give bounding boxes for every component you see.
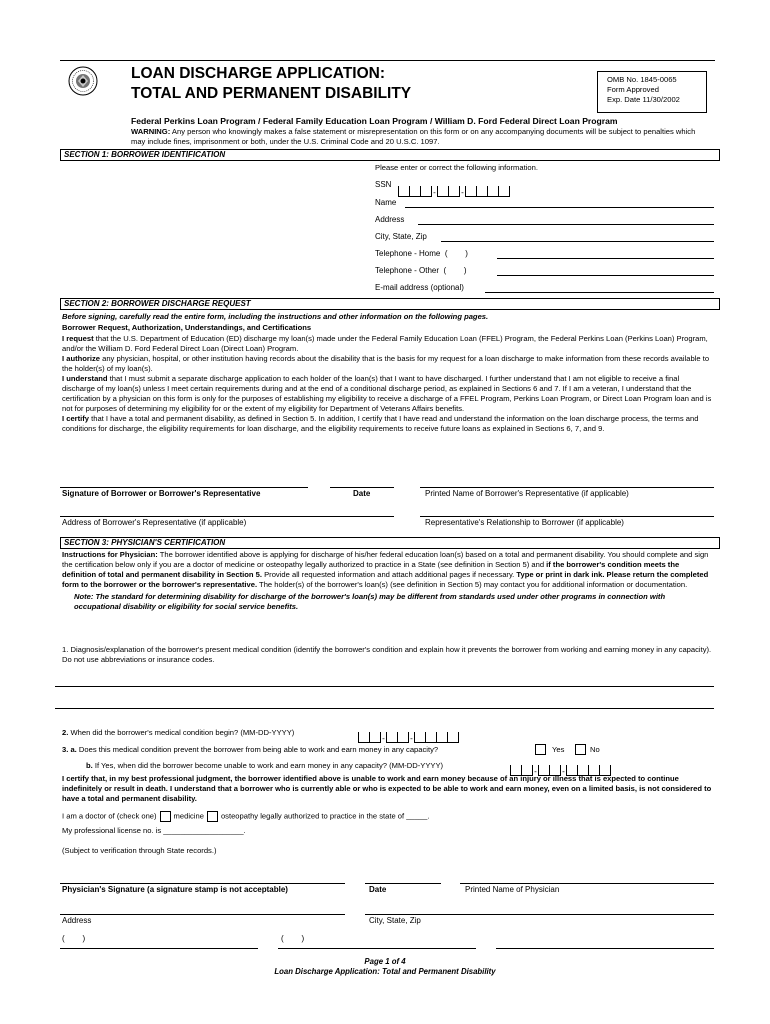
ssn-field[interactable]: - - <box>398 179 510 190</box>
section2-intro: Before signing, carefully read the entire form, including the instructions and other information on the following pages. <box>62 312 489 321</box>
yes-checkbox[interactable] <box>535 744 546 755</box>
physician-address-label: Address <box>62 916 92 925</box>
physician-instructions-lead: Instructions for Physician: <box>62 550 158 559</box>
physician-note: Note: The standard for determining disability for discharge of the borrower's loan(s) may be different from standards used under other programs in connection with occupational disability or eligibility for social service benefits. <box>74 592 666 611</box>
understand-paragraph <box>62 374 714 414</box>
section2-subtitle: Borrower Request, Authorization, Understandings, and Certifications <box>62 323 312 332</box>
physician-signature-line[interactable] <box>60 883 345 884</box>
q3b-number: b. <box>86 761 93 770</box>
omb-number: OMB No. 1845-0065 <box>607 75 677 84</box>
form-title-line2: TOTAL AND PERMANENT DISABILITY <box>131 85 412 102</box>
physician-date-line[interactable] <box>365 883 441 884</box>
physician-printed-name-label: Printed Name of Physician <box>465 885 560 894</box>
physician-printed-name-line[interactable] <box>460 883 714 884</box>
phone2-label: ( ) <box>281 934 305 943</box>
certify-paragraph <box>62 414 714 434</box>
medicine-checkbox[interactable] <box>160 811 171 822</box>
tel-other-input[interactable] <box>497 275 714 276</box>
email-label: E-mail address (optional) <box>375 283 464 292</box>
rep-relationship-label: Representative's Relationship to Borrower (if applicable) <box>425 518 624 527</box>
section1-header: SECTION 1: BORROWER IDENTIFICATION <box>60 149 720 161</box>
address-input[interactable] <box>418 224 714 225</box>
authorize-paragraph <box>62 354 714 374</box>
borrower-date-label: Date <box>353 489 371 498</box>
department-seal-icon <box>68 66 98 96</box>
phone1-line[interactable] <box>60 948 258 949</box>
borrower-signature-label: Signature of Borrower or Borrower's Representative <box>62 489 261 498</box>
q2-body: When did the borrower's medical condition begin? (MM-DD-YYYY) <box>68 728 295 737</box>
warning-text <box>131 127 706 146</box>
q1-body: Diagnosis/explanation of the borrower's present medical condition (identify the borrower's condition and explain how it prevents the borrower from working and earning money in any capacity). Do not use abbreviations or insurance codes. <box>62 645 712 665</box>
doctor-of-label: I am a doctor of (check one) <box>62 811 157 821</box>
ssn-label: SSN <box>375 180 392 189</box>
rep-printed-name-line[interactable] <box>420 487 714 488</box>
section1-instruction: Please enter or correct the following information. <box>375 163 538 172</box>
page-number: Page 1 of 4 <box>364 957 406 966</box>
omb-box <box>597 71 707 113</box>
top-rule <box>60 60 715 61</box>
doctor-of-row <box>62 811 429 822</box>
physician-instructions-text3: The holder(s) of the borrower's loan(s) (see definition in Section 5) may contact you for additional information or documentation. <box>257 580 688 589</box>
warning-body: Any person who knowingly makes a false statement or misrepresentation on this form or on any accompanying documents will be subject to penalties which may include fines, imprisonment or both, under the U.S. Criminal Code and 20 U.S.C. 1097. <box>131 127 696 146</box>
unable-date-field[interactable]: - - <box>510 758 611 769</box>
certify-text: that I have a total and permanent disability, as defined in Section 5. In addition, I certify that I have read and understand the information on the loan discharge process, the terms and conditions for discharge, the eligibility requirements for loan discharge, and the eligibility requirements to receive future loans as explained in Sections 6, 7, and 9. <box>62 414 699 433</box>
license-line[interactable]: My professional license no. is ___________________. <box>62 826 246 835</box>
understand-text: that I must submit a separate discharge application to each holder of the loan(s) that I want to have discharged. I further understand that I am not eligible to receive a final discharge of my loan(s) unless I meet certain requirements during and at the end of a conditional discharge period, as explained in Sections 6 and 7. If I am a veteran, I understand that the certification by a physician on this form is only for the purposes of establishing my eligibility to receive a discharge of a FFEL Program, Perkins Loan Program, or Direct Loan Program loan and is not for purposes of determining my eligibility for or the extent of my eligibility for Department of Veterans Affairs benefits. <box>62 374 712 413</box>
q2-number: 2. <box>62 728 69 737</box>
city-label: City, State, Zip <box>375 232 427 241</box>
physician-date-label: Date <box>369 885 387 894</box>
physician-city-label: City, State, Zip <box>369 916 421 925</box>
physician-certify: I certify that, in my best professional judgment, the borrower identified above is unable to work and earn money because of an injury or illness that is expected to continue indefinitely or result in death. I understand that a borrower who is currently able or who is expected to be able to work and earn money, even on a limited basis, is not considered to have a total and permanent disability. <box>62 774 712 803</box>
physician-instructions-bold2: Type or print in dark ink. Please return the completed form to the borrower or the borrower's representative. <box>62 570 709 589</box>
tel-other-label: Telephone - Other ( ) <box>375 266 467 275</box>
form-approved: Form Approved <box>607 85 659 94</box>
osteopathy-checkbox[interactable] <box>207 811 218 822</box>
physician-instructions-text1: The borrower identified above is applying for discharge of his/her federal education loan(s) based on a total and permanent disability. You should complete and sign the certification below only if you are a doctor of medicine or osteopathy legally authorized to practice in a State (see definition in Section 5) and <box>62 550 709 569</box>
warning-label: WARNING: <box>131 127 171 136</box>
no-label: No <box>590 745 600 754</box>
onset-date-field[interactable]: - - <box>358 725 459 736</box>
address-label: Address <box>375 215 405 224</box>
exp-date: Exp. Date 11/30/2002 <box>607 95 680 104</box>
name-input[interactable] <box>405 207 714 208</box>
yes-label: Yes <box>552 745 565 754</box>
diagnosis-line-1[interactable] <box>55 686 714 687</box>
q1-text <box>62 645 712 665</box>
request-lead: I request <box>62 334 94 343</box>
q2-text <box>62 728 294 738</box>
request-text: that the U.S. Department of Education (ED) discharge my loan(s) made under the Federal Family Education Loan (FFEL) Program, the Federal Perkins Loan (Perkins Loan) Program, and/or the William D. Ford Federal Direct Loan (Direct Loan) Program. <box>62 334 708 353</box>
physician-signature-label: Physician's Signature (a signature stamp is not acceptable) <box>62 885 288 894</box>
q3a-number: 3. a. <box>62 745 77 754</box>
borrower-date-line[interactable] <box>330 487 394 488</box>
medicine-label: medicine <box>173 811 204 821</box>
q3a-text <box>62 745 438 755</box>
q1-number: 1. <box>62 645 69 654</box>
verification-note: (Subject to verification through State records.) <box>62 846 217 855</box>
rep-relationship-line[interactable] <box>420 516 714 517</box>
rep-printed-name-label: Printed Name of Borrower's Representative (if applicable) <box>425 489 629 498</box>
q3b-body: If Yes, when did the borrower become unable to work and earn money in any capacity? (MM-DD-YYYY) <box>92 761 444 770</box>
osteopathy-label: osteopathy legally authorized to practice in the state of _____. <box>220 811 430 821</box>
section2-header: SECTION 2: BORROWER DISCHARGE REQUEST <box>60 298 720 310</box>
tel-home-input[interactable] <box>497 258 714 259</box>
form-title-line1: LOAN DISCHARGE APPLICATION: <box>131 65 386 82</box>
borrower-signature-line[interactable] <box>60 487 308 488</box>
city-input[interactable] <box>441 241 714 242</box>
rep-address-label: Address of Borrower's Representative (if applicable) <box>62 518 247 527</box>
tel-home-label: Telephone - Home ( ) <box>375 249 468 258</box>
physician-instructions-bold1: if the borrower's condition meets the definition of total and permanent disability in Section 5. <box>62 560 680 579</box>
section3-header: SECTION 3: PHYSICIAN'S CERTIFICATION <box>60 537 720 549</box>
physician-instructions <box>62 550 714 590</box>
q3a-body: Does this medical condition prevent the borrower from being able to work and earn money in any capacity? <box>76 745 439 754</box>
q3b-text <box>86 761 443 771</box>
understand-lead: I understand <box>62 374 108 383</box>
fax-line[interactable] <box>496 948 714 949</box>
name-label: Name <box>375 198 397 207</box>
rep-address-line[interactable] <box>60 516 394 517</box>
form-footer-name: Loan Discharge Application: Total and Permanent Disability <box>274 967 496 976</box>
diagnosis-line-2[interactable] <box>55 708 714 709</box>
authorize-text: any physician, hospital, or other institution having records about the disability that is the basis for my request for a loan discharge to make information from these records available to the holder(s) of my loan(s). <box>62 354 710 373</box>
request-paragraph <box>62 334 714 354</box>
authorize-lead: I authorize <box>62 354 100 363</box>
phone1-label: ( ) <box>62 934 86 943</box>
physician-instructions-text2: Provide all requested information and attach additional pages if necessary. <box>262 570 517 579</box>
no-checkbox[interactable] <box>575 744 586 755</box>
phone2-line[interactable] <box>278 948 476 949</box>
physician-city-line[interactable] <box>365 914 714 915</box>
certify-lead: I certify <box>62 414 90 423</box>
programs-line: Federal Perkins Loan Program / Federal Family Education Loan Program / William D. Ford Federal Direct Loan Program <box>131 116 618 126</box>
physician-address-line[interactable] <box>60 914 345 915</box>
email-input[interactable] <box>485 292 714 293</box>
